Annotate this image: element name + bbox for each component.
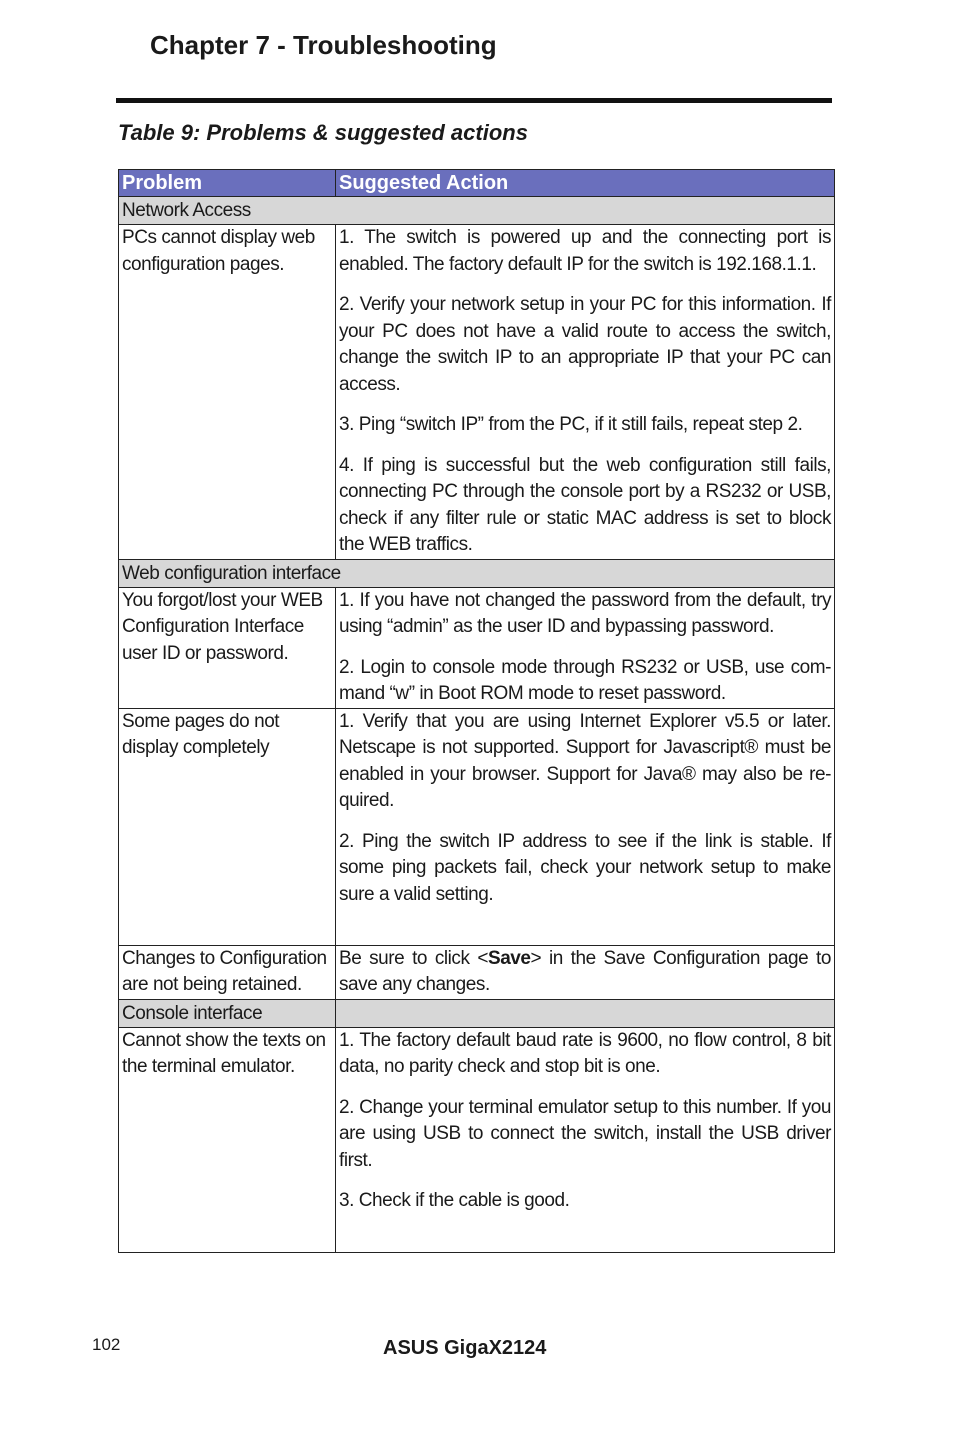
column-header-problem: Problem: [119, 170, 336, 197]
action-step: 1. If you have not changed the password from the default, try using “admin” as the user ID and bypassing password.: [339, 589, 831, 637]
action-step: 1. The factory default baud rate is 9600, no flow control, 8 bit data, no parity check and stop bit is one.: [339, 1029, 831, 1077]
action-step: 2. Login to console mode through RS232 or USB, use com-mand “w” in Boot ROM mode to reset password.: [339, 656, 831, 704]
action-step: 3. Ping “switch IP” from the PC, if it still fails, repeat step 2.: [339, 414, 803, 435]
action-step: 3. Check if the cable is good.: [339, 1190, 570, 1211]
action-cell: [336, 708, 835, 945]
action-cell: [336, 225, 835, 560]
table-row: [119, 587, 835, 708]
table-row: [119, 945, 835, 999]
action-step: [339, 946, 831, 999]
problem-cell: Cannot show the texts on the terminal emulator.: [119, 1027, 336, 1252]
table-row: [119, 225, 835, 560]
section-title: Web configuration interface: [119, 559, 835, 587]
action-step: 1. The switch is powered up and the connecting port is enabled. The factory default IP for the switch is 192.168.1.1.: [339, 227, 831, 275]
troubleshooting-table: [118, 169, 835, 1253]
action-step: 2. Ping the switch IP address to see if the link is stable. If some ping packets fail, check your network setup to make sure a valid setting.: [339, 830, 831, 905]
action-cell: [336, 587, 835, 708]
section-title-blank: [336, 999, 835, 1027]
action-step: 2. Change your terminal emulator setup to this number. If you are using USB to connect the switch, install the USB driver first.: [339, 1096, 831, 1171]
action-cell: [336, 945, 835, 999]
table-row: [119, 708, 835, 945]
table-header-row: [119, 170, 835, 197]
action-step: 4. If ping is successful but the web configuration still fails, connecting PC through the console port by a RS232 or USB, check if any filter rule or static MAC address is set to block the WEB traffics.: [339, 454, 831, 555]
action-text-after: > in the Save Configuration page to save any changes.: [339, 947, 831, 995]
section-title: Network Access: [119, 197, 835, 225]
section-row-network-access: [119, 197, 835, 225]
problem-cell: Changes to Configuration are not being retained.: [119, 945, 336, 999]
problem-cell: Some pages do not display completely: [119, 708, 336, 945]
chapter-title: Chapter 7 - Troubleshooting: [150, 30, 497, 60]
product-name: ASUS GigaX2124: [383, 1337, 547, 1359]
table-caption: Table 9: Problems & suggested actions: [118, 120, 528, 145]
page-number: 102: [92, 1335, 121, 1354]
header-rule: [116, 98, 832, 103]
problem-cell: You forgot/lost your WEB Configuration Interface user ID or password.: [119, 587, 336, 708]
action-step: 2. Verify your network setup in your PC for this information. If your PC does not have a valid route to access the switch, change the switch IP to an appropriate IP that your PC can access.: [339, 294, 831, 395]
table-row: [119, 1027, 835, 1252]
section-row-console-interface: [119, 999, 835, 1027]
section-row-web-configuration-interface: [119, 559, 835, 587]
column-header-suggested-action: Suggested Action: [336, 170, 835, 197]
section-title: Console interface: [119, 999, 336, 1027]
problem-cell: PCs cannot display web configuration pages.: [119, 225, 336, 560]
save-keyword: Save: [487, 947, 531, 969]
action-text-before: Be sure to click <: [339, 947, 488, 969]
action-cell: [336, 1027, 835, 1252]
action-step: 1. Verify that you are using Internet Explorer v5.5 or later. Netscape is not supported. Support for Javascript® must be enabled in your browser. Support for Java® may also be re-quired.: [339, 710, 831, 811]
